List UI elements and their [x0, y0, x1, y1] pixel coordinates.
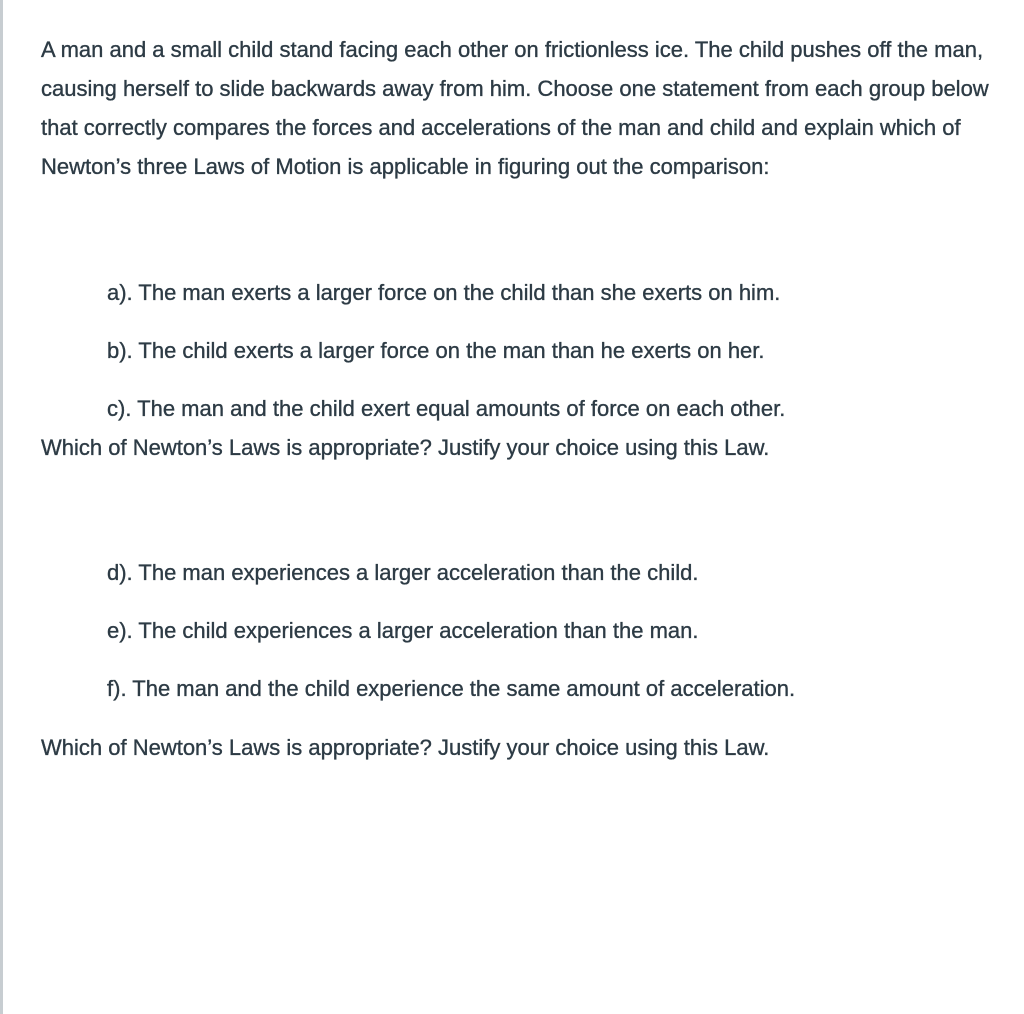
acceleration-law-prompt: Which of Newton’s Laws is appropriate? Justify your choice using this Law. — [41, 735, 770, 760]
force-option-b: b). The child exerts a larger force on the man than he exerts on her. — [107, 338, 765, 363]
acceleration-option-f: f). The man and the child experience the same amount of acceleration. — [107, 676, 796, 701]
force-law-prompt: Which of Newton’s Laws is appropriate? Justify your choice using this Law. — [41, 435, 770, 460]
acceleration-option-e: e). The child experiences a larger acceleration than the man. — [107, 618, 699, 643]
question-content — [41, 30, 1016, 767]
question-intro: A man and a small child stand facing each other on frictionless ice. The child pushes off the man, causing herself to slide backwards away from him. Choose one statement from each group below that correctly compares the forces and accelerations of the man and child and explain which of Newton’s three Laws of Motion is applicable in figuring out the comparison: — [41, 37, 989, 179]
force-options-list — [41, 273, 1016, 428]
force-option-c: c). The man and the child exert equal amounts of force on each other. — [107, 396, 786, 421]
acceleration-options-list — [41, 553, 1016, 708]
force-option-a: a). The man exerts a larger force on the child than she exerts on him. — [107, 280, 781, 305]
acceleration-option-d: d). The man experiences a larger acceleration than the child. — [107, 560, 699, 585]
